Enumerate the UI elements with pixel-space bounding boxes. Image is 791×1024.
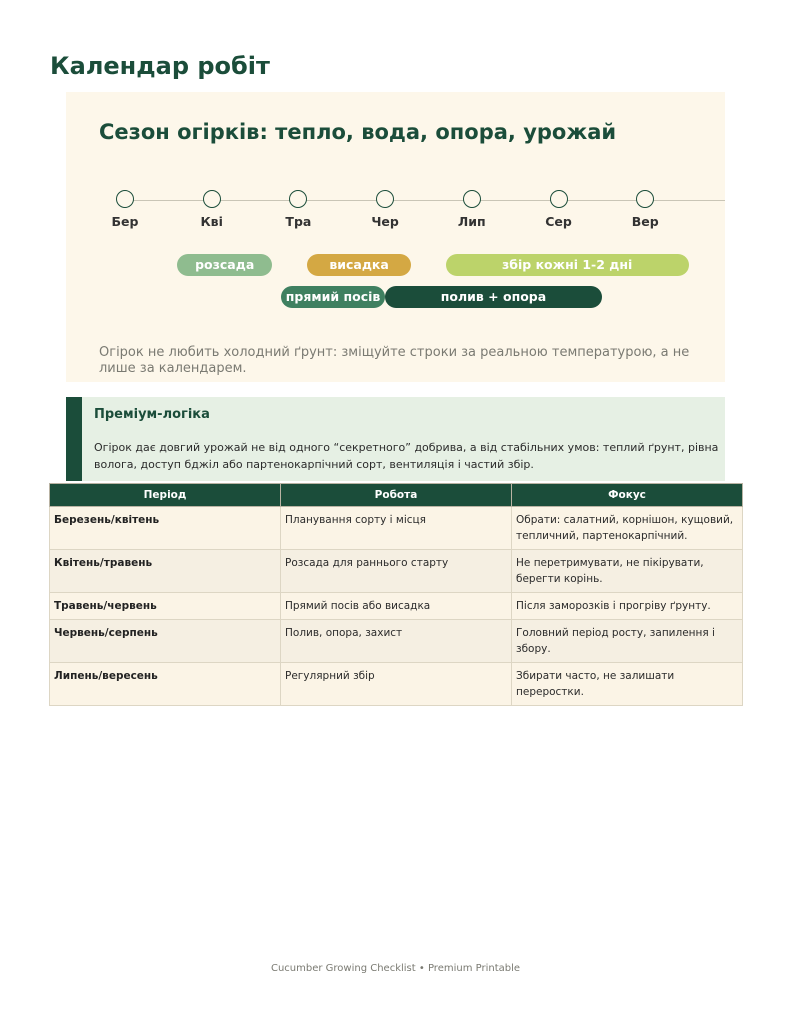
activity-bar: прямий посів (281, 286, 385, 308)
table-row (50, 620, 743, 663)
activity-bar: збір кожні 1-2 дні (446, 254, 689, 276)
month-label: Лип (457, 214, 486, 229)
premium-logic-callout (66, 397, 725, 481)
table-row (50, 593, 743, 620)
timeline-month (268, 190, 328, 229)
month-marker-icon (550, 190, 568, 208)
timeline-month (182, 190, 242, 229)
season-note: Огірок не любить холодний ґрунт: зміщуйте строки за реальною температурою, а не лише за календарем. (99, 345, 690, 376)
month-marker-icon (636, 190, 654, 208)
month-marker-icon (376, 190, 394, 208)
month-marker-icon (463, 190, 481, 208)
season-title: Сезон огірків: тепло, вода, опора, урожай (99, 120, 617, 144)
timeline-month (355, 190, 415, 229)
month-marker-icon (289, 190, 307, 208)
focus-cell: Після заморозків і прогріву ґрунту. (512, 593, 743, 620)
period-cell: Липень/вересень (50, 663, 281, 706)
work-cell: Регулярний збір (281, 663, 512, 706)
period-cell: Березень/квітень (50, 507, 281, 550)
table-row (50, 507, 743, 550)
period-cell: Травень/червень (50, 593, 281, 620)
season-timeline-card (66, 92, 725, 382)
page-title: Календар робіт (50, 52, 270, 80)
month-label: Вер (631, 214, 659, 229)
work-cell: Полив, опора, захист (281, 620, 512, 663)
month-marker-icon (203, 190, 221, 208)
month-label: Кві (200, 214, 223, 229)
timeline-month (442, 190, 502, 229)
work-cell: Прямий посів або висадка (281, 593, 512, 620)
activity-bar: висадка (307, 254, 411, 276)
table-header-row (50, 484, 743, 507)
premium-logic-text: Огірок дає довгий урожай не від одного “секретного” добрива, а від стабільних умов: теплий ґрунт, рівна волога, доступ бджіл або партенокарпічний сорт, вентиляція і частий збір. (94, 441, 719, 471)
focus-cell: Головний період росту, запилення і збору. (512, 620, 743, 663)
timeline-month (529, 190, 589, 229)
timeline-month (615, 190, 675, 229)
column-header-period: Період (50, 484, 281, 507)
column-header-focus: Фокус (512, 484, 743, 507)
month-label: Тра (285, 214, 312, 229)
timeline-month (95, 190, 155, 229)
focus-cell: Збирати часто, не залишати переростки. (512, 663, 743, 706)
work-cell: Планування сорту і місця (281, 507, 512, 550)
premium-logic-title: Преміум-логіка (94, 407, 210, 422)
activity-bar: полив + опора (385, 286, 602, 308)
month-marker-icon (116, 190, 134, 208)
period-cell: Квітень/травень (50, 550, 281, 593)
table-row (50, 663, 743, 706)
table-row (50, 550, 743, 593)
page-footer: Cucumber Growing Checklist • Premium Printable (270, 963, 521, 974)
work-schedule-table (49, 483, 743, 706)
column-header-work: Робота (281, 484, 512, 507)
period-cell: Червень/серпень (50, 620, 281, 663)
work-cell: Розсада для раннього старту (281, 550, 512, 593)
month-label: Бер (111, 214, 139, 229)
month-label: Сер (545, 214, 572, 229)
focus-cell: Обрати: салатний, корнішон, кущовий, тепличний, партенокарпічний. (512, 507, 743, 550)
activity-bar: розсада (177, 254, 272, 276)
focus-cell: Не перетримувати, не пікірувати, берегти корінь. (512, 550, 743, 593)
month-label: Чер (371, 214, 399, 229)
